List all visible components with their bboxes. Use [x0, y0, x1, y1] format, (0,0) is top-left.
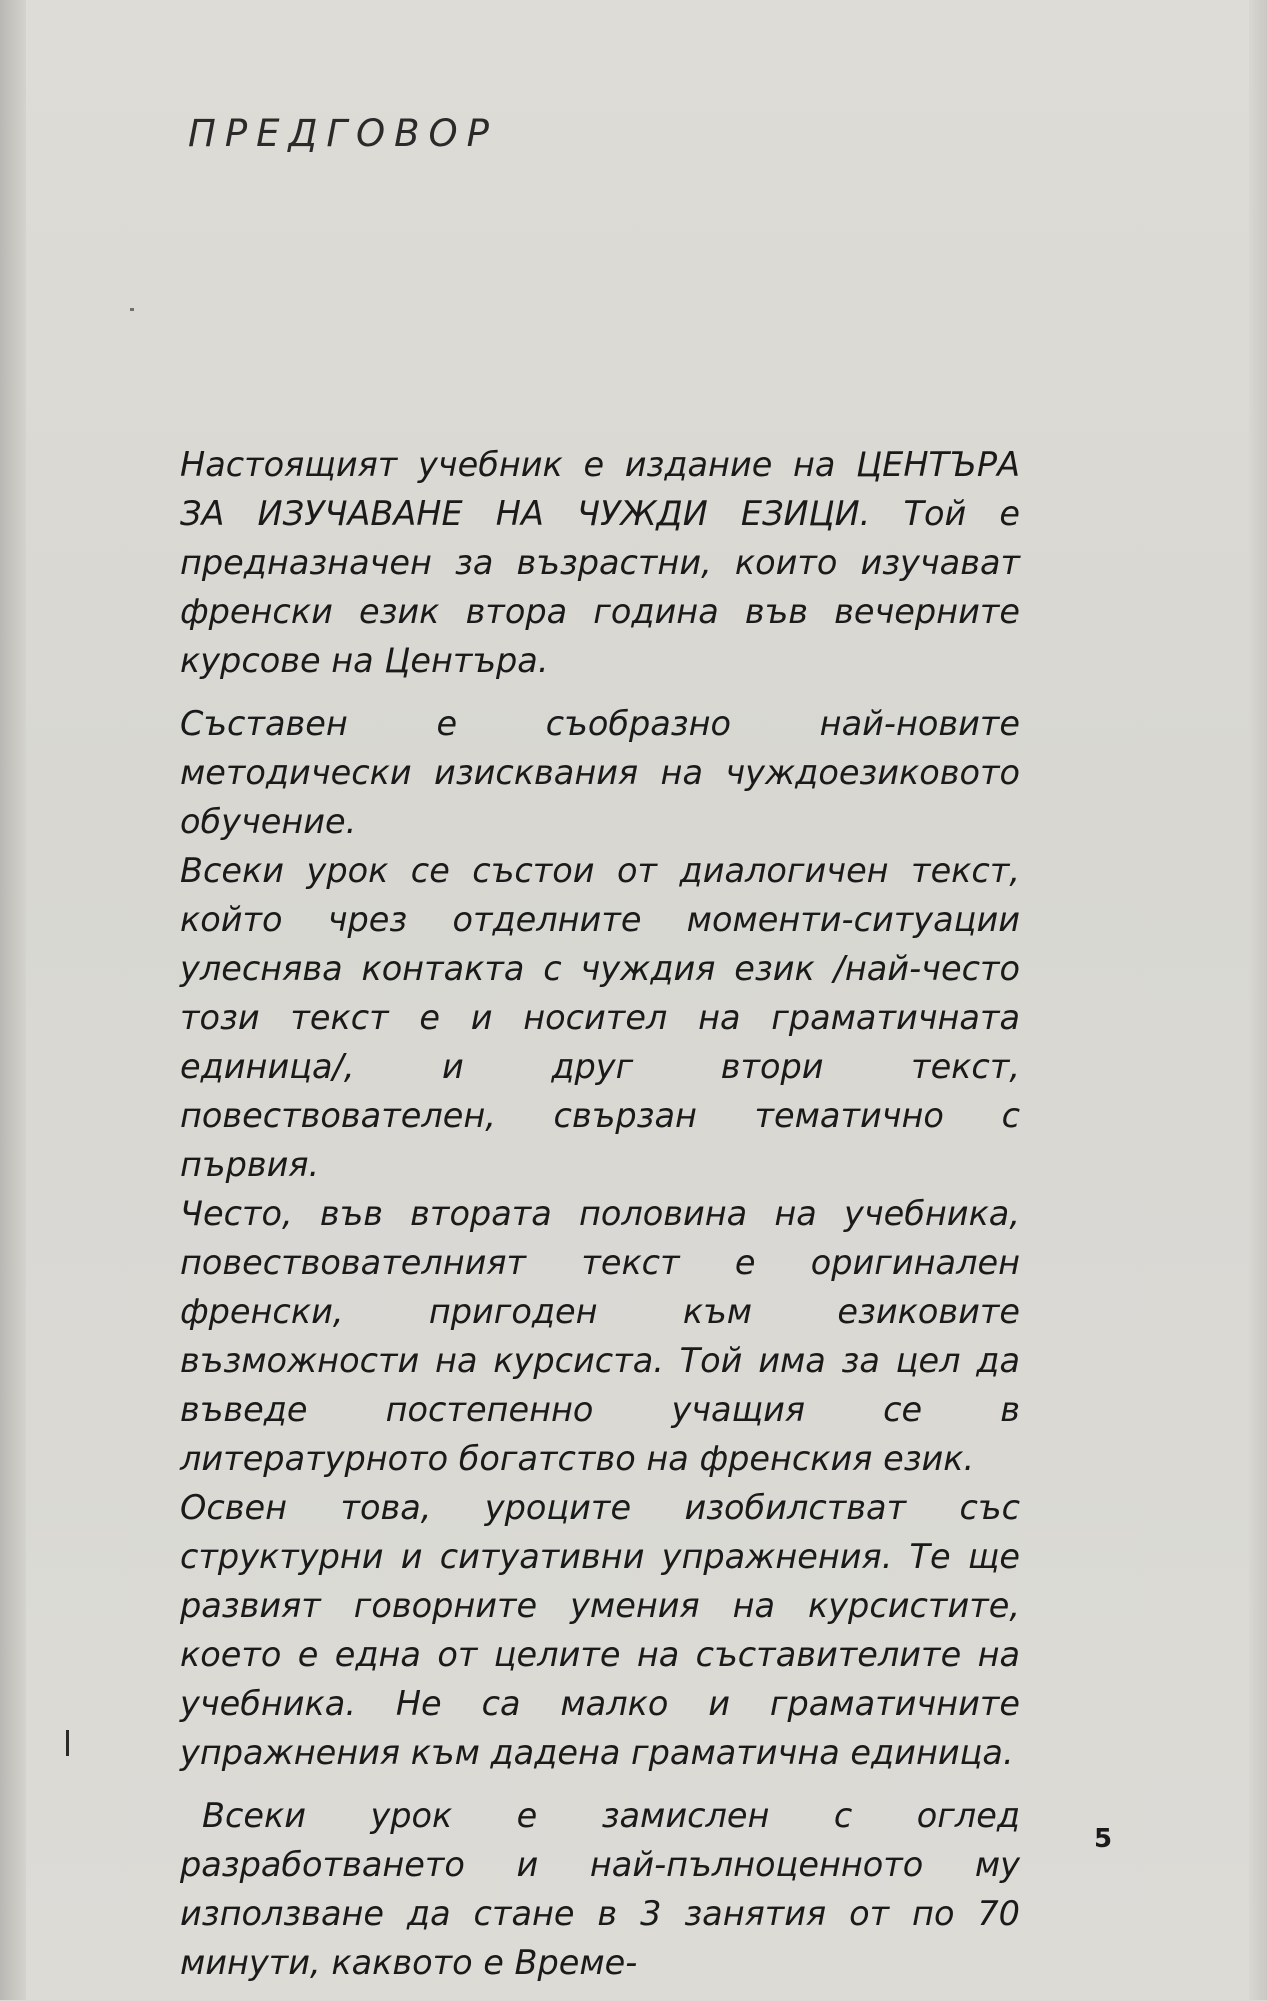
paragraph-5: Освен това, уроците изобилстват със структурни и ситуативни упражнения. Те ще развият говорните умения на курсистите, което е една от целите на съставителите на учебника. Не са малко и граматичните упражнения към дадена граматична единица. — [180, 1488, 1020, 1772]
page-edge — [1249, 0, 1267, 2000]
page-number: 5 — [1094, 1824, 1113, 1854]
paragraph-6: Всеки урок е замислен с оглед разработването и най-пълноценното му използване да стане в 3 занятия от по 70 минути, каквото е Време- — [180, 1796, 1020, 1982]
margin-mark — [66, 1730, 69, 1756]
page-heading: ПРЕДГОВОР — [188, 112, 498, 155]
paragraph-1: Настоящият учебник е издание на ЦЕНТЪРА ЗА ИЗУЧАВАНЕ НА ЧУЖДИ ЕЗИЦИ. Той е предназначен за възрастни, които изучават френски език втора година във вечерните курсове на Центъра. — [180, 445, 1020, 680]
paragraph-4: Често, във втората половина на учебника, повествователният текст е оригинален френски, пригоден към езиковите възможности на курсиста. Той има за цел да въведе постепенно учащия се в литературното богатство на френския език. — [180, 1194, 1020, 1478]
spine-shadow — [0, 0, 26, 2000]
margin-dot — [130, 308, 134, 311]
preface-body — [180, 440, 1020, 2001]
paragraph-3: Всеки урок се състои от диалогичен текст, който чрез отделните моменти-ситуации улеснява контакта с чуждия език /най-често този текст е и носител на граматичната единица/, и друг втори текст, повествователен, свързан тематично с първия. — [180, 851, 1020, 1184]
paragraph-2: Съставен е съобразно най-новите методически изисквания на чуждоезиковото обучение. — [180, 704, 1020, 841]
